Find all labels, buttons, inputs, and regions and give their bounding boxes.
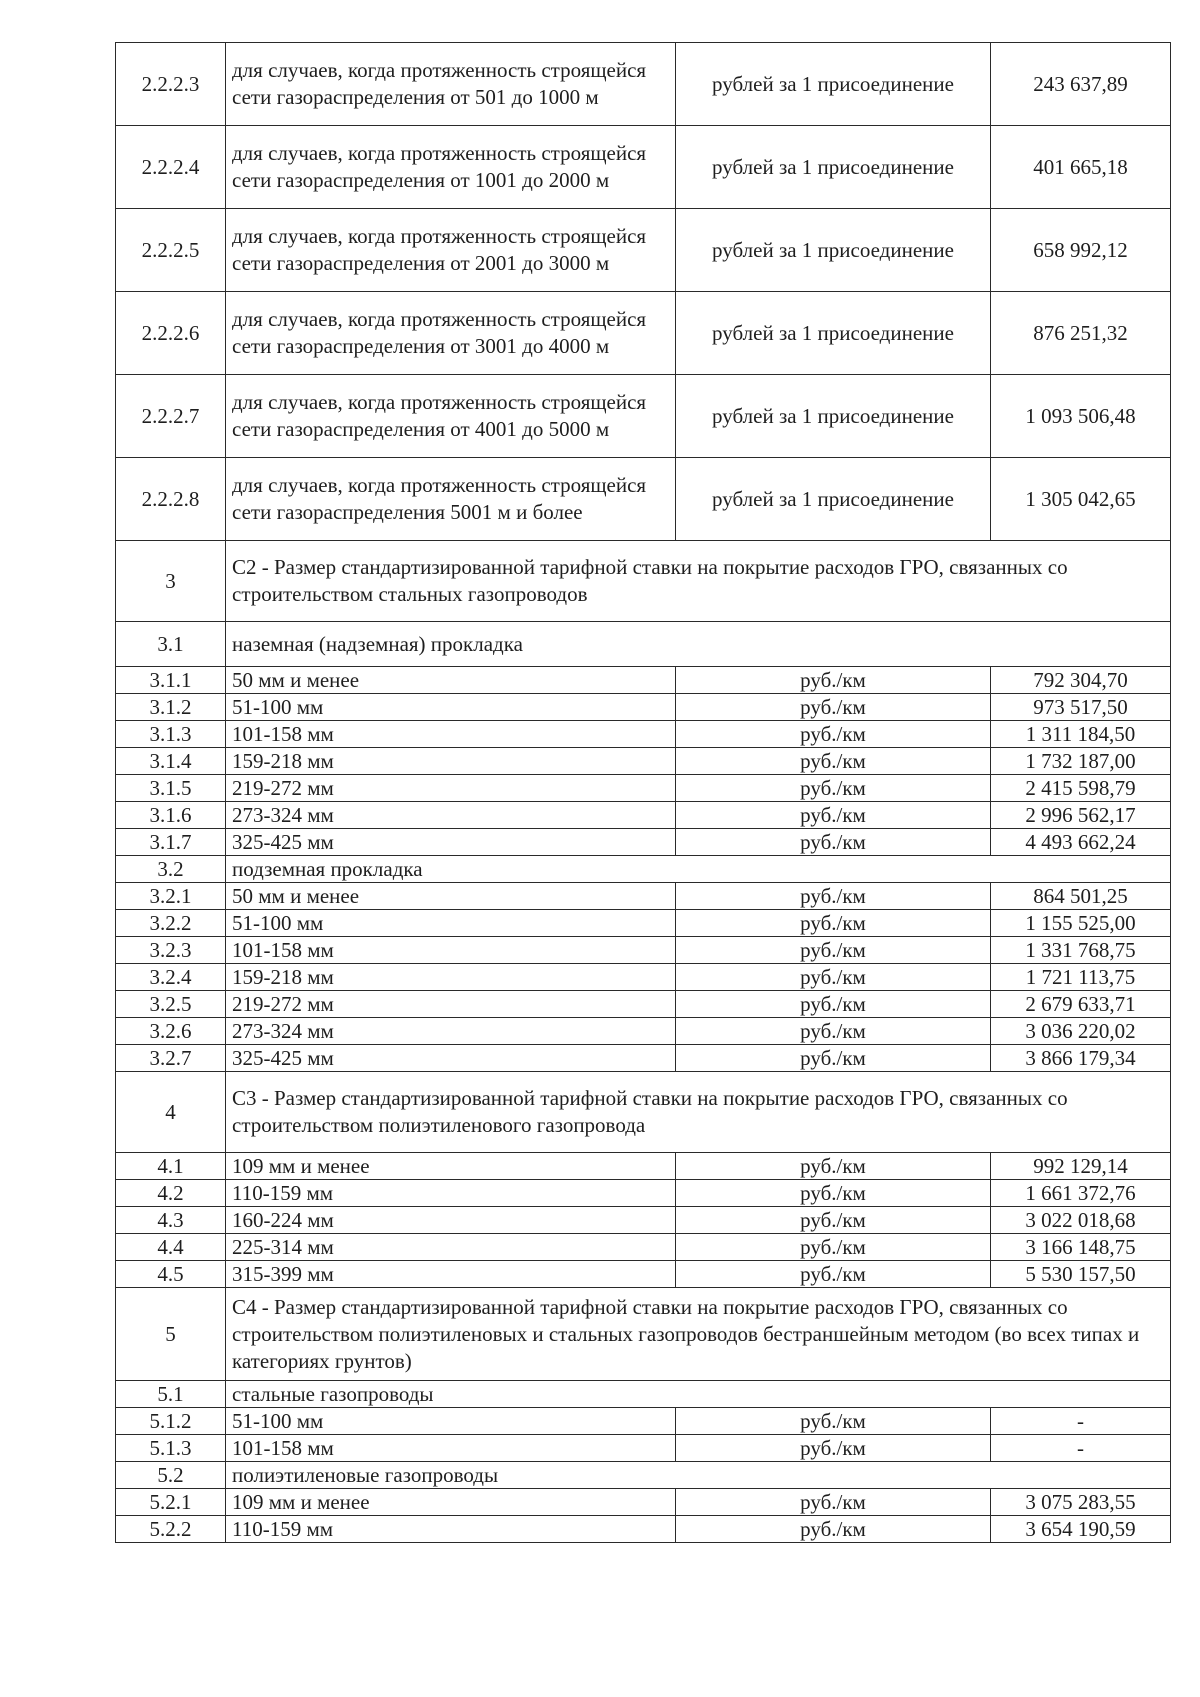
table-row — [116, 1435, 1171, 1462]
table-row — [116, 126, 1171, 209]
row-number: 3.1.2 — [116, 694, 226, 721]
row-unit: рублей за 1 присоединение — [676, 43, 991, 126]
row-unit: руб./км — [676, 1045, 991, 1072]
row-unit: руб./км — [676, 1261, 991, 1288]
row-number: 2.2.2.6 — [116, 292, 226, 375]
subsection-title: полиэтиленовые газопроводы — [226, 1462, 1171, 1489]
table-row — [116, 43, 1171, 126]
row-value: 992 129,14 — [991, 1153, 1171, 1180]
row-value: 2 996 562,17 — [991, 802, 1171, 829]
row-number: 3.1.3 — [116, 721, 226, 748]
row-number: 3.1.1 — [116, 667, 226, 694]
row-number: 3.2.5 — [116, 991, 226, 1018]
row-unit: руб./км — [676, 991, 991, 1018]
row-number: 5.1.3 — [116, 1435, 226, 1462]
row-description: для случаев, когда протяженность строящейся сети газораспределения от 501 до 1000 м — [226, 43, 676, 126]
row-value: 973 517,50 — [991, 694, 1171, 721]
row-number: 4.4 — [116, 1234, 226, 1261]
row-unit: руб./км — [676, 748, 991, 775]
row-unit: руб./км — [676, 802, 991, 829]
row-value: 3 036 220,02 — [991, 1018, 1171, 1045]
row-description: 101-158 мм — [226, 937, 676, 964]
row-number: 4.3 — [116, 1207, 226, 1234]
row-unit: руб./км — [676, 1408, 991, 1435]
section-title: С2 - Размер стандартизированной тарифной ставки на покрытие расходов ГРО, связанных со строительством стальных газопроводов — [226, 541, 1171, 622]
row-description: для случаев, когда протяженность строящейся сети газораспределения 5001 м и более — [226, 458, 676, 541]
subsection-number: 5.2 — [116, 1462, 226, 1489]
row-unit: рублей за 1 присоединение — [676, 126, 991, 209]
row-value: - — [991, 1408, 1171, 1435]
row-description: 219-272 мм — [226, 775, 676, 802]
row-description: 325-425 мм — [226, 1045, 676, 1072]
row-unit: руб./км — [676, 775, 991, 802]
row-value: 1 732 187,00 — [991, 748, 1171, 775]
table-row — [116, 209, 1171, 292]
row-unit: руб./км — [676, 883, 991, 910]
table-row — [116, 1045, 1171, 1072]
row-unit: руб./км — [676, 1180, 991, 1207]
row-value: 1 311 184,50 — [991, 721, 1171, 748]
row-description: 109 мм и менее — [226, 1153, 676, 1180]
table-row — [116, 748, 1171, 775]
row-value: 3 654 190,59 — [991, 1516, 1171, 1543]
row-value: 401 665,18 — [991, 126, 1171, 209]
row-unit: руб./км — [676, 964, 991, 991]
subsection-title: подземная прокладка — [226, 856, 1171, 883]
row-description: 273-324 мм — [226, 1018, 676, 1045]
row-unit: руб./км — [676, 667, 991, 694]
row-description: 110-159 мм — [226, 1180, 676, 1207]
row-description: для случаев, когда протяженность строящейся сети газораспределения от 3001 до 4000 м — [226, 292, 676, 375]
subsection-header-row — [116, 622, 1171, 667]
tariff-table — [115, 42, 1171, 1543]
table-row — [116, 1018, 1171, 1045]
row-number: 3.1.4 — [116, 748, 226, 775]
row-value: 864 501,25 — [991, 883, 1171, 910]
subsection-header-row — [116, 856, 1171, 883]
row-number: 3.2.4 — [116, 964, 226, 991]
row-number: 2.2.2.8 — [116, 458, 226, 541]
row-description: 273-324 мм — [226, 802, 676, 829]
row-number: 4.5 — [116, 1261, 226, 1288]
table-row — [116, 667, 1171, 694]
section-header-row — [116, 1288, 1171, 1381]
section-number: 3 — [116, 541, 226, 622]
row-number: 2.2.2.7 — [116, 375, 226, 458]
row-number: 5.2.2 — [116, 1516, 226, 1543]
row-value: 1 721 113,75 — [991, 964, 1171, 991]
row-description: 315-399 мм — [226, 1261, 676, 1288]
section-header-row — [116, 541, 1171, 622]
row-value: 4 493 662,24 — [991, 829, 1171, 856]
table-row — [116, 292, 1171, 375]
row-description: 51-100 мм — [226, 910, 676, 937]
row-unit: руб./км — [676, 910, 991, 937]
subsection-title: стальные газопроводы — [226, 1381, 1171, 1408]
row-number: 3.2.1 — [116, 883, 226, 910]
row-value: 1 331 768,75 — [991, 937, 1171, 964]
table-row — [116, 937, 1171, 964]
subsection-header-row — [116, 1381, 1171, 1408]
row-value: 243 637,89 — [991, 43, 1171, 126]
table-row — [116, 1489, 1171, 1516]
row-value: 876 251,32 — [991, 292, 1171, 375]
row-value: 3 022 018,68 — [991, 1207, 1171, 1234]
row-unit: рублей за 1 присоединение — [676, 292, 991, 375]
table-row — [116, 802, 1171, 829]
row-unit: рублей за 1 присоединение — [676, 209, 991, 292]
row-description: 51-100 мм — [226, 694, 676, 721]
row-description: для случаев, когда протяженность строящейся сети газораспределения от 2001 до 3000 м — [226, 209, 676, 292]
row-number: 5.2.1 — [116, 1489, 226, 1516]
row-description: 50 мм и менее — [226, 883, 676, 910]
row-value: 1 305 042,65 — [991, 458, 1171, 541]
row-unit: рублей за 1 присоединение — [676, 375, 991, 458]
row-number: 3.2.6 — [116, 1018, 226, 1045]
row-unit: руб./км — [676, 1153, 991, 1180]
row-unit: руб./км — [676, 1207, 991, 1234]
row-unit: руб./км — [676, 694, 991, 721]
row-number: 3.1.6 — [116, 802, 226, 829]
table-row — [116, 775, 1171, 802]
row-unit: руб./км — [676, 1018, 991, 1045]
table-row — [116, 1234, 1171, 1261]
section-header-row — [116, 1072, 1171, 1153]
row-number: 3.1.5 — [116, 775, 226, 802]
row-value: 1 661 372,76 — [991, 1180, 1171, 1207]
row-description: 159-218 мм — [226, 748, 676, 775]
row-number: 5.1.2 — [116, 1408, 226, 1435]
row-value: 5 530 157,50 — [991, 1261, 1171, 1288]
row-unit: руб./км — [676, 1489, 991, 1516]
table-row — [116, 1153, 1171, 1180]
subsection-number: 3.1 — [116, 622, 226, 667]
row-unit: руб./км — [676, 1435, 991, 1462]
row-number: 2.2.2.5 — [116, 209, 226, 292]
table-row — [116, 829, 1171, 856]
row-unit: рублей за 1 присоединение — [676, 458, 991, 541]
row-number: 2.2.2.3 — [116, 43, 226, 126]
table-row — [116, 883, 1171, 910]
row-description: 325-425 мм — [226, 829, 676, 856]
row-unit: руб./км — [676, 1516, 991, 1543]
row-description: 159-218 мм — [226, 964, 676, 991]
row-description: 160-224 мм — [226, 1207, 676, 1234]
row-number: 3.1.7 — [116, 829, 226, 856]
row-value: 792 304,70 — [991, 667, 1171, 694]
row-description: 50 мм и менее — [226, 667, 676, 694]
subsection-number: 3.2 — [116, 856, 226, 883]
row-description: 101-158 мм — [226, 1435, 676, 1462]
row-description: 110-159 мм — [226, 1516, 676, 1543]
row-value: 658 992,12 — [991, 209, 1171, 292]
row-value: 3 075 283,55 — [991, 1489, 1171, 1516]
row-value: 3 166 148,75 — [991, 1234, 1171, 1261]
row-value: - — [991, 1435, 1171, 1462]
table-row — [116, 1261, 1171, 1288]
section-number: 4 — [116, 1072, 226, 1153]
row-description: 219-272 мм — [226, 991, 676, 1018]
subsection-title: наземная (надземная) прокладка — [226, 622, 1171, 667]
row-description: 109 мм и менее — [226, 1489, 676, 1516]
table-row — [116, 1516, 1171, 1543]
row-value: 1 093 506,48 — [991, 375, 1171, 458]
row-number: 3.2.3 — [116, 937, 226, 964]
row-description: 225-314 мм — [226, 1234, 676, 1261]
section-title: С3 - Размер стандартизированной тарифной ставки на покрытие расходов ГРО, связанных со строительством полиэтиленового газопровода — [226, 1072, 1171, 1153]
table-row — [116, 694, 1171, 721]
table-row — [116, 375, 1171, 458]
subsection-header-row — [116, 1462, 1171, 1489]
row-unit: руб./км — [676, 829, 991, 856]
row-number: 3.2.2 — [116, 910, 226, 937]
row-description: 51-100 мм — [226, 1408, 676, 1435]
row-number: 3.2.7 — [116, 1045, 226, 1072]
row-number: 2.2.2.4 — [116, 126, 226, 209]
row-unit: руб./км — [676, 937, 991, 964]
table-row — [116, 910, 1171, 937]
row-description: для случаев, когда протяженность строящейся сети газораспределения от 1001 до 2000 м — [226, 126, 676, 209]
row-value: 1 155 525,00 — [991, 910, 1171, 937]
table-row — [116, 964, 1171, 991]
section-number: 5 — [116, 1288, 226, 1381]
table-row — [116, 1207, 1171, 1234]
table-row — [116, 991, 1171, 1018]
table-row — [116, 458, 1171, 541]
section-title: С4 - Размер стандартизированной тарифной ставки на покрытие расходов ГРО, связанных со строительством полиэтиленовых и стальных газопроводов бестраншейным методом (во всех типах и категориях грунтов) — [226, 1288, 1171, 1381]
subsection-number: 5.1 — [116, 1381, 226, 1408]
row-value: 2 415 598,79 — [991, 775, 1171, 802]
table-row — [116, 1408, 1171, 1435]
row-description: для случаев, когда протяженность строящейся сети газораспределения от 4001 до 5000 м — [226, 375, 676, 458]
row-value: 2 679 633,71 — [991, 991, 1171, 1018]
row-value: 3 866 179,34 — [991, 1045, 1171, 1072]
row-number: 4.2 — [116, 1180, 226, 1207]
row-number: 4.1 — [116, 1153, 226, 1180]
row-unit: руб./км — [676, 1234, 991, 1261]
table-row — [116, 1180, 1171, 1207]
row-description: 101-158 мм — [226, 721, 676, 748]
row-unit: руб./км — [676, 721, 991, 748]
table-row — [116, 721, 1171, 748]
